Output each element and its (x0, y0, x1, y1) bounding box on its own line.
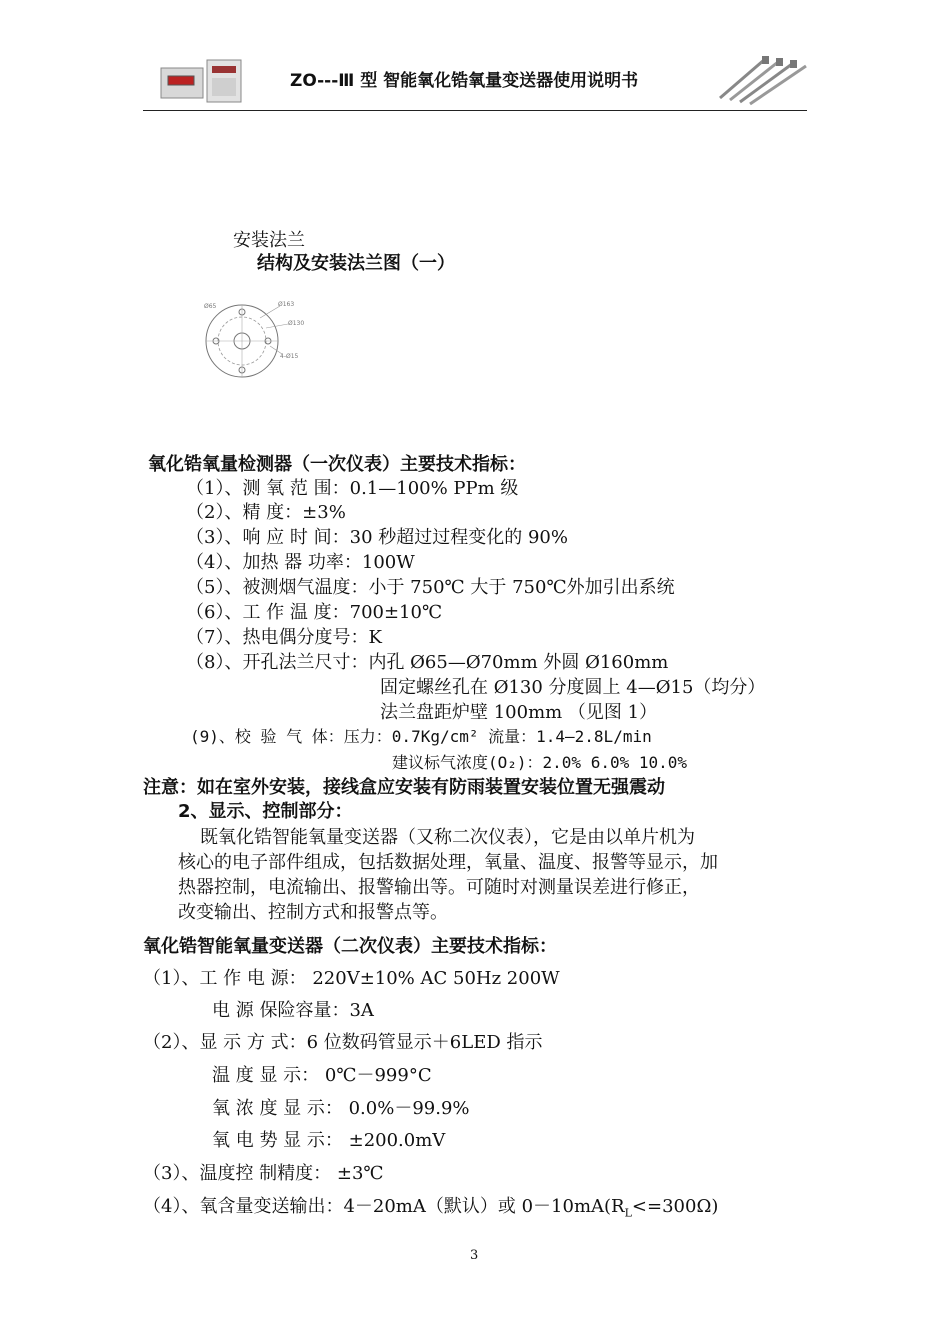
secondary-item-text: （4）、氧含量变送输出：4－20mA（默认）或 0－10mA(R (143, 1196, 625, 1217)
primary-item: (9)、校 验 气 体：压力：0.7Kg/cm² 流量：1.4—2.8L/min (190, 727, 652, 746)
primary-item: （8）、开孔法兰尺寸：内孔 Ø65—Ø70mm 外圆 Ø160mm (186, 652, 669, 673)
section2-heading: 2、显示、控制部分： (178, 801, 353, 822)
primary-item: （4）、加热 器 功率：100W (186, 552, 415, 573)
dim-label-163: Ø163 (278, 301, 295, 308)
secondary-item: （1）、工 作 电 源： 220V±10% AC 50Hz 200W (143, 968, 560, 989)
primary-item: （3）、响 应 时 间：30 秒超过过程变化的 90% (186, 527, 568, 548)
secondary-item: 氧 浓 度 显 示： 0.0%－99.9% (212, 1098, 470, 1119)
figure-caption: 结构及安装法兰图（一） (257, 253, 455, 274)
secondary-item: 电 源 保险容量：3A (212, 1000, 374, 1021)
page-number: 3 (470, 1248, 479, 1263)
primary-item: （2）、精 度：±3% (186, 502, 346, 523)
figure-label: 安装法兰 (233, 230, 305, 251)
primary-item: （1）、测 氧 范 围：0.1—100% PPm 级 (186, 478, 519, 499)
primary-item: （6）、工 作 温 度：700±10℃ (186, 602, 443, 623)
secondary-heading: 氧化锆智能氧量变送器（二次仪表）主要技术指标： (143, 936, 557, 957)
section2-paragraph-line: 改变输出、控制方式和报警点等。 (178, 902, 448, 923)
flange-diagram (200, 296, 310, 386)
header-rule (143, 110, 807, 111)
primary-item: （7）、热电偶分度号：K (186, 627, 382, 648)
secondary-item: （3）、温度控 制精度： ±3℃ (143, 1163, 384, 1184)
section2-paragraph-line: 核心的电子部件组成，包括数据处理，氧量、温度、报警等显示，加 (178, 852, 718, 873)
subscript-l: L (624, 1206, 632, 1220)
secondary-item (143, 1192, 718, 1220)
dim-label-130: Ø130 (288, 320, 305, 327)
dim-label-4-15: 4-Ø15 (280, 353, 299, 360)
section2-paragraph-line: 热器控制，电流输出、报警输出等。可随时对测量误差进行修正， (178, 877, 700, 898)
header-probe-photo (712, 50, 812, 106)
primary-item: 建议标气浓度(O₂)：2.0% 6.0% 10.0% (392, 753, 688, 772)
header-title: ZO---Ⅲ 型 智能氧化锆氧量变送器使用说明书 (290, 71, 639, 91)
dim-label-65: Ø65 (204, 303, 217, 310)
primary-item: （5）、被测烟气温度：小于 750℃ 大于 750℃外加引出系统 (186, 577, 675, 598)
secondary-item: （2）、显 示 方 式：6 位数码管显示＋6LED 指示 (143, 1032, 543, 1053)
primary-item: 固定螺丝孔在 Ø130 分度圆上 4—Ø15（均分） (380, 677, 766, 698)
primary-heading: 氧化锆氧量检测器（一次仪表）主要技术指标： (148, 454, 526, 475)
secondary-item: 温 度 显 示： 0℃－999°C (212, 1065, 432, 1086)
header-instrument-photo (160, 58, 244, 104)
secondary-item-text-end: <=300Ω) (631, 1196, 719, 1217)
primary-item: 法兰盘距炉壁 100mm （见图 1） (380, 702, 658, 723)
safety-note: 注意：如在室外安装，接线盒应安装有防雨装置安装位置无强震动 (143, 777, 665, 798)
secondary-item: 氧 电 势 显 示： ±200.0mV (212, 1130, 446, 1151)
section2-paragraph-line: 既氧化锆智能氧量变送器（又称二次仪表），它是由以单片机为 (200, 827, 695, 848)
